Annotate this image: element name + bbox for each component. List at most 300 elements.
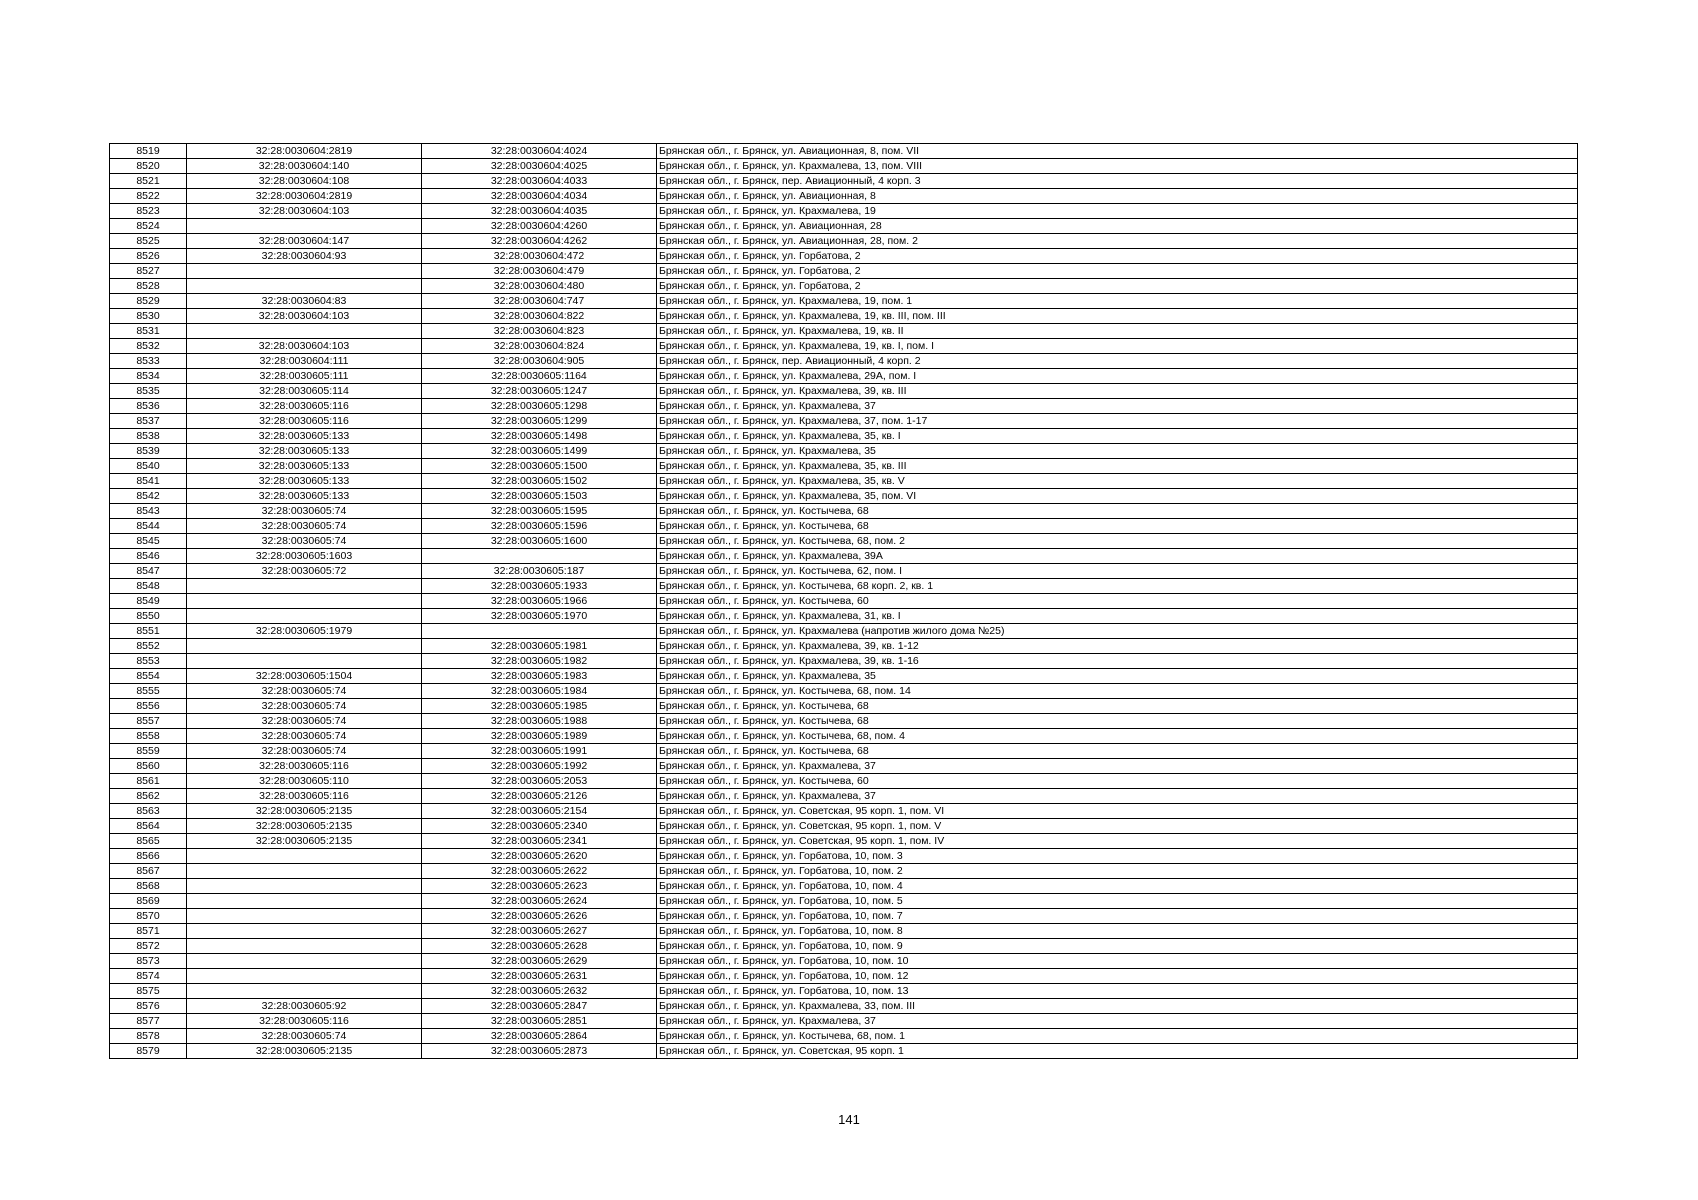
land-cadastral-number-cell: 32:28:0030604:111 xyxy=(187,354,422,369)
row-number-cell: 8538 xyxy=(110,429,187,444)
object-cadastral-number-cell: 32:28:0030605:1298 xyxy=(422,399,657,414)
address-cell: Брянская обл., г. Брянск, ул. Костычева, 68 корп. 2, кв. 1 xyxy=(657,579,1578,594)
row-number-cell: 8573 xyxy=(110,954,187,969)
address-cell: Брянская обл., г. Брянск, ул. Крахмалева, 19, кв. III, пом. III xyxy=(657,309,1578,324)
row-number-cell: 8567 xyxy=(110,864,187,879)
address-cell: Брянская обл., г. Брянск, ул. Крахмалева, 33, пом. III xyxy=(657,999,1578,1014)
land-cadastral-number-cell: 32:28:0030605:116 xyxy=(187,759,422,774)
object-cadastral-number-cell: 32:28:0030605:2626 xyxy=(422,909,657,924)
land-cadastral-number-cell: 32:28:0030604:103 xyxy=(187,204,422,219)
land-cadastral-number-cell: 32:28:0030605:74 xyxy=(187,729,422,744)
table-row xyxy=(110,654,1578,669)
object-cadastral-number-cell: 32:28:0030604:824 xyxy=(422,339,657,354)
address-cell: Брянская обл., г. Брянск, ул. Крахмалева, 39, кв. 1-16 xyxy=(657,654,1578,669)
table-row xyxy=(110,1029,1578,1044)
table-row xyxy=(110,429,1578,444)
object-cadastral-number-cell: 32:28:0030604:4034 xyxy=(422,189,657,204)
land-cadastral-number-cell: 32:28:0030605:74 xyxy=(187,744,422,759)
object-cadastral-number-cell: 32:28:0030604:4024 xyxy=(422,144,657,159)
row-number-cell: 8555 xyxy=(110,684,187,699)
table-row xyxy=(110,774,1578,789)
object-cadastral-number-cell: 32:28:0030605:2631 xyxy=(422,969,657,984)
table-row xyxy=(110,669,1578,684)
address-cell: Брянская обл., г. Брянск, ул. Крахмалева, 39, кв. III xyxy=(657,384,1578,399)
land-cadastral-number-cell: 32:28:0030605:116 xyxy=(187,1014,422,1029)
address-cell: Брянская обл., г. Брянск, ул. Крахмалева, 19, пом. 1 xyxy=(657,294,1578,309)
table-row xyxy=(110,894,1578,909)
row-number-cell: 8524 xyxy=(110,219,187,234)
row-number-cell: 8550 xyxy=(110,609,187,624)
address-cell: Брянская обл., г. Брянск, ул. Костычева, 68, пом. 14 xyxy=(657,684,1578,699)
object-cadastral-number-cell: 32:28:0030605:2154 xyxy=(422,804,657,819)
object-cadastral-number-cell: 32:28:0030605:1600 xyxy=(422,534,657,549)
object-cadastral-number-cell: 32:28:0030605:1503 xyxy=(422,489,657,504)
row-number-cell: 8552 xyxy=(110,639,187,654)
object-cadastral-number-cell: 32:28:0030605:1595 xyxy=(422,504,657,519)
row-number-cell: 8521 xyxy=(110,174,187,189)
address-cell: Брянская обл., г. Брянск, ул. Горбатова, 2 xyxy=(657,279,1578,294)
row-number-cell: 8559 xyxy=(110,744,187,759)
land-cadastral-number-cell xyxy=(187,579,422,594)
object-cadastral-number-cell: 32:28:0030604:4025 xyxy=(422,159,657,174)
table-row xyxy=(110,1044,1578,1059)
address-cell: Брянская обл., г. Брянск, ул. Крахмалева, 35, пом. VI xyxy=(657,489,1578,504)
address-cell: Брянская обл., г. Брянск, ул. Авиационная, 28 xyxy=(657,219,1578,234)
land-cadastral-number-cell: 32:28:0030605:1603 xyxy=(187,549,422,564)
table-row xyxy=(110,549,1578,564)
land-cadastral-number-cell: 32:28:0030605:2135 xyxy=(187,1044,422,1059)
address-cell: Брянская обл., г. Брянск, ул. Крахмалева, 39, кв. 1-12 xyxy=(657,639,1578,654)
address-cell: Брянская обл., г. Брянск, ул. Крахмалева, 35, кв. I xyxy=(657,429,1578,444)
object-cadastral-number-cell: 32:28:0030605:2629 xyxy=(422,954,657,969)
table-row xyxy=(110,714,1578,729)
row-number-cell: 8532 xyxy=(110,339,187,354)
land-cadastral-number-cell: 32:28:0030605:92 xyxy=(187,999,422,1014)
table-row xyxy=(110,279,1578,294)
row-number-cell: 8531 xyxy=(110,324,187,339)
table-row xyxy=(110,249,1578,264)
land-cadastral-number-cell: 32:28:0030604:108 xyxy=(187,174,422,189)
row-number-cell: 8557 xyxy=(110,714,187,729)
row-number-cell: 8525 xyxy=(110,234,187,249)
land-cadastral-number-cell: 32:28:0030604:140 xyxy=(187,159,422,174)
table-row xyxy=(110,384,1578,399)
land-cadastral-number-cell: 32:28:0030604:103 xyxy=(187,309,422,324)
object-cadastral-number-cell: 32:28:0030604:747 xyxy=(422,294,657,309)
table-row xyxy=(110,969,1578,984)
land-cadastral-number-cell xyxy=(187,654,422,669)
land-cadastral-number-cell: 32:28:0030605:74 xyxy=(187,504,422,519)
object-cadastral-number-cell: 32:28:0030605:2620 xyxy=(422,849,657,864)
table-row xyxy=(110,939,1578,954)
table-row xyxy=(110,144,1578,159)
address-cell: Брянская обл., г. Брянск, ул. Крахмалева, 39А xyxy=(657,549,1578,564)
table-row xyxy=(110,639,1578,654)
table-row xyxy=(110,459,1578,474)
row-number-cell: 8576 xyxy=(110,999,187,1014)
row-number-cell: 8548 xyxy=(110,579,187,594)
table-row xyxy=(110,399,1578,414)
table-row xyxy=(110,984,1578,999)
address-cell: Брянская обл., г. Брянск, ул. Советская, 95 корп. 1 xyxy=(657,1044,1578,1059)
table-row xyxy=(110,564,1578,579)
address-cell: Брянская обл., г. Брянск, ул. Костычева, 68 xyxy=(657,744,1578,759)
land-cadastral-number-cell xyxy=(187,594,422,609)
row-number-cell: 8561 xyxy=(110,774,187,789)
object-cadastral-number-cell: 32:28:0030605:1500 xyxy=(422,459,657,474)
land-cadastral-number-cell xyxy=(187,324,422,339)
table-row xyxy=(110,579,1578,594)
object-cadastral-number-cell: 32:28:0030605:1991 xyxy=(422,744,657,759)
table-row xyxy=(110,864,1578,879)
row-number-cell: 8541 xyxy=(110,474,187,489)
object-cadastral-number-cell: 32:28:0030605:2628 xyxy=(422,939,657,954)
row-number-cell: 8536 xyxy=(110,399,187,414)
table-row xyxy=(110,504,1578,519)
row-number-cell: 8562 xyxy=(110,789,187,804)
land-cadastral-number-cell: 32:28:0030605:133 xyxy=(187,489,422,504)
registry-table-body xyxy=(110,144,1578,1059)
row-number-cell: 8543 xyxy=(110,504,187,519)
table-row xyxy=(110,354,1578,369)
object-cadastral-number-cell: 32:28:0030605:1499 xyxy=(422,444,657,459)
address-cell: Брянская обл., г. Брянск, ул. Крахмалева, 37 xyxy=(657,399,1578,414)
land-cadastral-number-cell: 32:28:0030605:1504 xyxy=(187,669,422,684)
object-cadastral-number-cell: 32:28:0030605:2632 xyxy=(422,984,657,999)
object-cadastral-number-cell: 32:28:0030605:2126 xyxy=(422,789,657,804)
object-cadastral-number-cell: 32:28:0030605:1989 xyxy=(422,729,657,744)
row-number-cell: 8537 xyxy=(110,414,187,429)
object-cadastral-number-cell: 32:28:0030605:1164 xyxy=(422,369,657,384)
object-cadastral-number-cell: 32:28:0030605:2864 xyxy=(422,1029,657,1044)
address-cell: Брянская обл., г. Брянск, ул. Крахмалева, 37 xyxy=(657,759,1578,774)
row-number-cell: 8529 xyxy=(110,294,187,309)
address-cell: Брянская обл., г. Брянск, ул. Крахмалева, 29А, пом. I xyxy=(657,369,1578,384)
row-number-cell: 8553 xyxy=(110,654,187,669)
row-number-cell: 8540 xyxy=(110,459,187,474)
address-cell: Брянская обл., г. Брянск, ул. Авиационная, 8 xyxy=(657,189,1578,204)
object-cadastral-number-cell: 32:28:0030605:2847 xyxy=(422,999,657,1014)
object-cadastral-number-cell: 32:28:0030605:2341 xyxy=(422,834,657,849)
table-row xyxy=(110,729,1578,744)
address-cell: Брянская обл., г. Брянск, ул. Крахмалева, 31, кв. I xyxy=(657,609,1578,624)
row-number-cell: 8547 xyxy=(110,564,187,579)
land-cadastral-number-cell: 32:28:0030604:93 xyxy=(187,249,422,264)
address-cell: Брянская обл., г. Брянск, ул. Костычева, 68 xyxy=(657,699,1578,714)
row-number-cell: 8544 xyxy=(110,519,187,534)
land-cadastral-number-cell: 32:28:0030605:2135 xyxy=(187,834,422,849)
table-row xyxy=(110,849,1578,864)
object-cadastral-number-cell: 32:28:0030605:1299 xyxy=(422,414,657,429)
object-cadastral-number-cell: 32:28:0030605:1498 xyxy=(422,429,657,444)
row-number-cell: 8574 xyxy=(110,969,187,984)
object-cadastral-number-cell xyxy=(422,624,657,639)
table-row xyxy=(110,414,1578,429)
address-cell: Брянская обл., г. Брянск, ул. Горбатова, 10, пом. 10 xyxy=(657,954,1578,969)
address-cell: Брянская обл., г. Брянск, ул. Горбатова, 10, пом. 9 xyxy=(657,939,1578,954)
table-row xyxy=(110,759,1578,774)
object-cadastral-number-cell: 32:28:0030604:823 xyxy=(422,324,657,339)
object-cadastral-number-cell: 32:28:0030604:905 xyxy=(422,354,657,369)
table-row xyxy=(110,264,1578,279)
address-cell: Брянская обл., г. Брянск, ул. Костычева, 68, пом. 1 xyxy=(657,1029,1578,1044)
row-number-cell: 8572 xyxy=(110,939,187,954)
object-cadastral-number-cell: 32:28:0030605:2851 xyxy=(422,1014,657,1029)
address-cell: Брянская обл., г. Брянск, ул. Крахмалева, 19, кв. I, пом. I xyxy=(657,339,1578,354)
land-cadastral-number-cell: 32:28:0030604:83 xyxy=(187,294,422,309)
row-number-cell: 8527 xyxy=(110,264,187,279)
table-row xyxy=(110,699,1578,714)
land-cadastral-number-cell: 32:28:0030605:133 xyxy=(187,429,422,444)
land-cadastral-number-cell: 32:28:0030605:110 xyxy=(187,774,422,789)
table-row xyxy=(110,684,1578,699)
address-cell: Брянская обл., г. Брянск, ул. Костычева, 68 xyxy=(657,519,1578,534)
table-row xyxy=(110,159,1578,174)
object-cadastral-number-cell: 32:28:0030605:2627 xyxy=(422,924,657,939)
address-cell: Брянская обл., г. Брянск, ул. Костычева, 68 xyxy=(657,714,1578,729)
land-cadastral-number-cell xyxy=(187,894,422,909)
address-cell: Брянская обл., г. Брянск, ул. Советская, 95 корп. 1, пом. VI xyxy=(657,804,1578,819)
row-number-cell: 8526 xyxy=(110,249,187,264)
address-cell: Брянская обл., г. Брянск, ул. Горбатова, 10, пом. 7 xyxy=(657,909,1578,924)
table-row xyxy=(110,819,1578,834)
row-number-cell: 8535 xyxy=(110,384,187,399)
table-row xyxy=(110,909,1578,924)
table-row xyxy=(110,339,1578,354)
table-row xyxy=(110,594,1578,609)
address-cell: Брянская обл., г. Брянск, ул. Крахмалева (напротив жилого дома №25) xyxy=(657,624,1578,639)
row-number-cell: 8568 xyxy=(110,879,187,894)
land-cadastral-number-cell xyxy=(187,639,422,654)
land-cadastral-number-cell: 32:28:0030605:74 xyxy=(187,534,422,549)
object-cadastral-number-cell: 32:28:0030605:1982 xyxy=(422,654,657,669)
object-cadastral-number-cell: 32:28:0030604:4262 xyxy=(422,234,657,249)
table-row xyxy=(110,954,1578,969)
table-row xyxy=(110,174,1578,189)
land-cadastral-number-cell: 32:28:0030605:74 xyxy=(187,1029,422,1044)
land-cadastral-number-cell: 32:28:0030605:116 xyxy=(187,789,422,804)
object-cadastral-number-cell: 32:28:0030604:480 xyxy=(422,279,657,294)
address-cell: Брянская обл., г. Брянск, ул. Советская, 95 корп. 1, пом. IV xyxy=(657,834,1578,849)
row-number-cell: 8554 xyxy=(110,669,187,684)
row-number-cell: 8539 xyxy=(110,444,187,459)
land-cadastral-number-cell: 32:28:0030605:133 xyxy=(187,459,422,474)
row-number-cell: 8565 xyxy=(110,834,187,849)
address-cell: Брянская обл., г. Брянск, ул. Горбатова, 10, пом. 12 xyxy=(657,969,1578,984)
table-row xyxy=(110,489,1578,504)
land-cadastral-number-cell: 32:28:0030605:74 xyxy=(187,714,422,729)
table-row xyxy=(110,324,1578,339)
table-row xyxy=(110,789,1578,804)
table-row xyxy=(110,804,1578,819)
address-cell: Брянская обл., г. Брянск, ул. Крахмалева, 19, кв. II xyxy=(657,324,1578,339)
row-number-cell: 8570 xyxy=(110,909,187,924)
land-cadastral-number-cell: 32:28:0030605:74 xyxy=(187,699,422,714)
table-row xyxy=(110,834,1578,849)
row-number-cell: 8546 xyxy=(110,549,187,564)
land-cadastral-number-cell: 32:28:0030605:114 xyxy=(187,384,422,399)
table-row xyxy=(110,534,1578,549)
table-row xyxy=(110,624,1578,639)
address-cell: Брянская обл., г. Брянск, ул. Крахмалева, 35 xyxy=(657,669,1578,684)
address-cell: Брянская обл., г. Брянск, ул. Крахмалева, 35, кв. III xyxy=(657,459,1578,474)
table-row xyxy=(110,474,1578,489)
object-cadastral-number-cell: 32:28:0030605:1970 xyxy=(422,609,657,624)
object-cadastral-number-cell: 32:28:0030605:2623 xyxy=(422,879,657,894)
row-number-cell: 8545 xyxy=(110,534,187,549)
land-cadastral-number-cell xyxy=(187,864,422,879)
land-cadastral-number-cell: 32:28:0030605:116 xyxy=(187,414,422,429)
land-cadastral-number-cell: 32:28:0030605:133 xyxy=(187,474,422,489)
row-number-cell: 8542 xyxy=(110,489,187,504)
land-cadastral-number-cell: 32:28:0030604:147 xyxy=(187,234,422,249)
row-number-cell: 8528 xyxy=(110,279,187,294)
table-row xyxy=(110,924,1578,939)
table-row xyxy=(110,219,1578,234)
row-number-cell: 8522 xyxy=(110,189,187,204)
object-cadastral-number-cell: 32:28:0030604:4035 xyxy=(422,204,657,219)
land-cadastral-number-cell xyxy=(187,984,422,999)
address-cell: Брянская обл., г. Брянск, ул. Горбатова, 10, пом. 4 xyxy=(657,879,1578,894)
row-number-cell: 8569 xyxy=(110,894,187,909)
address-cell: Брянская обл., г. Брянск, ул. Крахмалева, 19 xyxy=(657,204,1578,219)
row-number-cell: 8566 xyxy=(110,849,187,864)
object-cadastral-number-cell: 32:28:0030605:2873 xyxy=(422,1044,657,1059)
row-number-cell: 8571 xyxy=(110,924,187,939)
land-cadastral-number-cell xyxy=(187,969,422,984)
table-row xyxy=(110,519,1578,534)
address-cell: Брянская обл., г. Брянск, ул. Крахмалева, 13, пом. VIII xyxy=(657,159,1578,174)
land-cadastral-number-cell: 32:28:0030605:1979 xyxy=(187,624,422,639)
land-cadastral-number-cell: 32:28:0030605:74 xyxy=(187,684,422,699)
object-cadastral-number-cell: 32:28:0030605:2053 xyxy=(422,774,657,789)
object-cadastral-number-cell: 32:28:0030605:187 xyxy=(422,564,657,579)
row-number-cell: 8530 xyxy=(110,309,187,324)
row-number-cell: 8579 xyxy=(110,1044,187,1059)
land-cadastral-number-cell xyxy=(187,219,422,234)
row-number-cell: 8575 xyxy=(110,984,187,999)
land-cadastral-number-cell xyxy=(187,909,422,924)
row-number-cell: 8551 xyxy=(110,624,187,639)
land-cadastral-number-cell xyxy=(187,954,422,969)
table-row xyxy=(110,369,1578,384)
object-cadastral-number-cell: 32:28:0030605:1502 xyxy=(422,474,657,489)
object-cadastral-number-cell: 32:28:0030605:2340 xyxy=(422,819,657,834)
address-cell: Брянская обл., г. Брянск, ул. Авиационная, 8, пом. VII xyxy=(657,144,1578,159)
row-number-cell: 8558 xyxy=(110,729,187,744)
table-row xyxy=(110,204,1578,219)
land-cadastral-number-cell xyxy=(187,849,422,864)
address-cell: Брянская обл., г. Брянск, ул. Костычева, 68 xyxy=(657,504,1578,519)
address-cell: Брянская обл., г. Брянск, ул. Крахмалева, 37, пом. 1-17 xyxy=(657,414,1578,429)
page-number: 141 xyxy=(838,1112,860,1127)
object-cadastral-number-cell xyxy=(422,549,657,564)
land-cadastral-number-cell xyxy=(187,264,422,279)
object-cadastral-number-cell: 32:28:0030605:1984 xyxy=(422,684,657,699)
object-cadastral-number-cell: 32:28:0030605:1988 xyxy=(422,714,657,729)
address-cell: Брянская обл., г. Брянск, ул. Авиационная, 28, пом. 2 xyxy=(657,234,1578,249)
row-number-cell: 8556 xyxy=(110,699,187,714)
land-cadastral-number-cell xyxy=(187,279,422,294)
object-cadastral-number-cell: 32:28:0030605:2624 xyxy=(422,894,657,909)
land-cadastral-number-cell: 32:28:0030605:74 xyxy=(187,519,422,534)
table-row xyxy=(110,999,1578,1014)
row-number-cell: 8560 xyxy=(110,759,187,774)
address-cell: Брянская обл., г. Брянск, ул. Горбатова, 10, пом. 8 xyxy=(657,924,1578,939)
row-number-cell: 8577 xyxy=(110,1014,187,1029)
object-cadastral-number-cell: 32:28:0030604:472 xyxy=(422,249,657,264)
address-cell: Брянская обл., г. Брянск, ул. Костычева, 68, пом. 4 xyxy=(657,729,1578,744)
land-cadastral-number-cell xyxy=(187,609,422,624)
address-cell: Брянская обл., г. Брянск, ул. Горбатова, 10, пом. 13 xyxy=(657,984,1578,999)
land-cadastral-number-cell: 32:28:0030605:116 xyxy=(187,399,422,414)
land-cadastral-number-cell: 32:28:0030604:2819 xyxy=(187,189,422,204)
address-cell: Брянская обл., г. Брянск, ул. Горбатова, 2 xyxy=(657,264,1578,279)
land-cadastral-number-cell: 32:28:0030605:133 xyxy=(187,444,422,459)
address-cell: Брянская обл., г. Брянск, ул. Горбатова, 10, пом. 5 xyxy=(657,894,1578,909)
address-cell: Брянская обл., г. Брянск, ул. Костычева, 60 xyxy=(657,774,1578,789)
address-cell: Брянская обл., г. Брянск, ул. Горбатова, 10, пом. 3 xyxy=(657,849,1578,864)
land-cadastral-number-cell: 32:28:0030605:2135 xyxy=(187,804,422,819)
row-number-cell: 8563 xyxy=(110,804,187,819)
row-number-cell: 8534 xyxy=(110,369,187,384)
row-number-cell: 8549 xyxy=(110,594,187,609)
object-cadastral-number-cell: 32:28:0030604:4033 xyxy=(422,174,657,189)
table-row xyxy=(110,609,1578,624)
object-cadastral-number-cell: 32:28:0030605:1981 xyxy=(422,639,657,654)
object-cadastral-number-cell: 32:28:0030605:1992 xyxy=(422,759,657,774)
table-row xyxy=(110,744,1578,759)
land-cadastral-number-cell xyxy=(187,924,422,939)
row-number-cell: 8578 xyxy=(110,1029,187,1044)
address-cell: Брянская обл., г. Брянск, ул. Костычева, 60 xyxy=(657,594,1578,609)
row-number-cell: 8564 xyxy=(110,819,187,834)
address-cell: Брянская обл., г. Брянск, ул. Костычева, 62, пом. I xyxy=(657,564,1578,579)
address-cell: Брянская обл., г. Брянск, пер. Авиационный, 4 корп. 2 xyxy=(657,354,1578,369)
object-cadastral-number-cell: 32:28:0030604:4260 xyxy=(422,219,657,234)
land-cadastral-number-cell xyxy=(187,939,422,954)
table-row xyxy=(110,234,1578,249)
address-cell: Брянская обл., г. Брянск, ул. Советская, 95 корп. 1, пом. V xyxy=(657,819,1578,834)
land-cadastral-number-cell: 32:28:0030605:2135 xyxy=(187,819,422,834)
object-cadastral-number-cell: 32:28:0030605:1247 xyxy=(422,384,657,399)
object-cadastral-number-cell: 32:28:0030605:1933 xyxy=(422,579,657,594)
land-cadastral-number-cell: 32:28:0030605:72 xyxy=(187,564,422,579)
row-number-cell: 8519 xyxy=(110,144,187,159)
object-cadastral-number-cell: 32:28:0030605:1983 xyxy=(422,669,657,684)
address-cell: Брянская обл., г. Брянск, ул. Горбатова, 10, пом. 2 xyxy=(657,864,1578,879)
land-cadastral-number-cell: 32:28:0030605:111 xyxy=(187,369,422,384)
address-cell: Брянская обл., г. Брянск, ул. Крахмалева, 37 xyxy=(657,789,1578,804)
table-row xyxy=(110,879,1578,894)
address-cell: Брянская обл., г. Брянск, ул. Костычева, 68, пом. 2 xyxy=(657,534,1578,549)
row-number-cell: 8533 xyxy=(110,354,187,369)
object-cadastral-number-cell: 32:28:0030605:1596 xyxy=(422,519,657,534)
object-cadastral-number-cell: 32:28:0030604:479 xyxy=(422,264,657,279)
object-cadastral-number-cell: 32:28:0030604:822 xyxy=(422,309,657,324)
object-cadastral-number-cell: 32:28:0030605:1985 xyxy=(422,699,657,714)
land-cadastral-number-cell xyxy=(187,879,422,894)
table-row xyxy=(110,444,1578,459)
address-cell: Брянская обл., г. Брянск, ул. Крахмалева, 35 xyxy=(657,444,1578,459)
object-cadastral-number-cell: 32:28:0030605:2622 xyxy=(422,864,657,879)
table-row xyxy=(110,1014,1578,1029)
address-cell: Брянская обл., г. Брянск, пер. Авиационный, 4 корп. 3 xyxy=(657,174,1578,189)
row-number-cell: 8523 xyxy=(110,204,187,219)
land-cadastral-number-cell: 32:28:0030604:103 xyxy=(187,339,422,354)
cadastral-registry-table xyxy=(109,143,1578,1059)
row-number-cell: 8520 xyxy=(110,159,187,174)
